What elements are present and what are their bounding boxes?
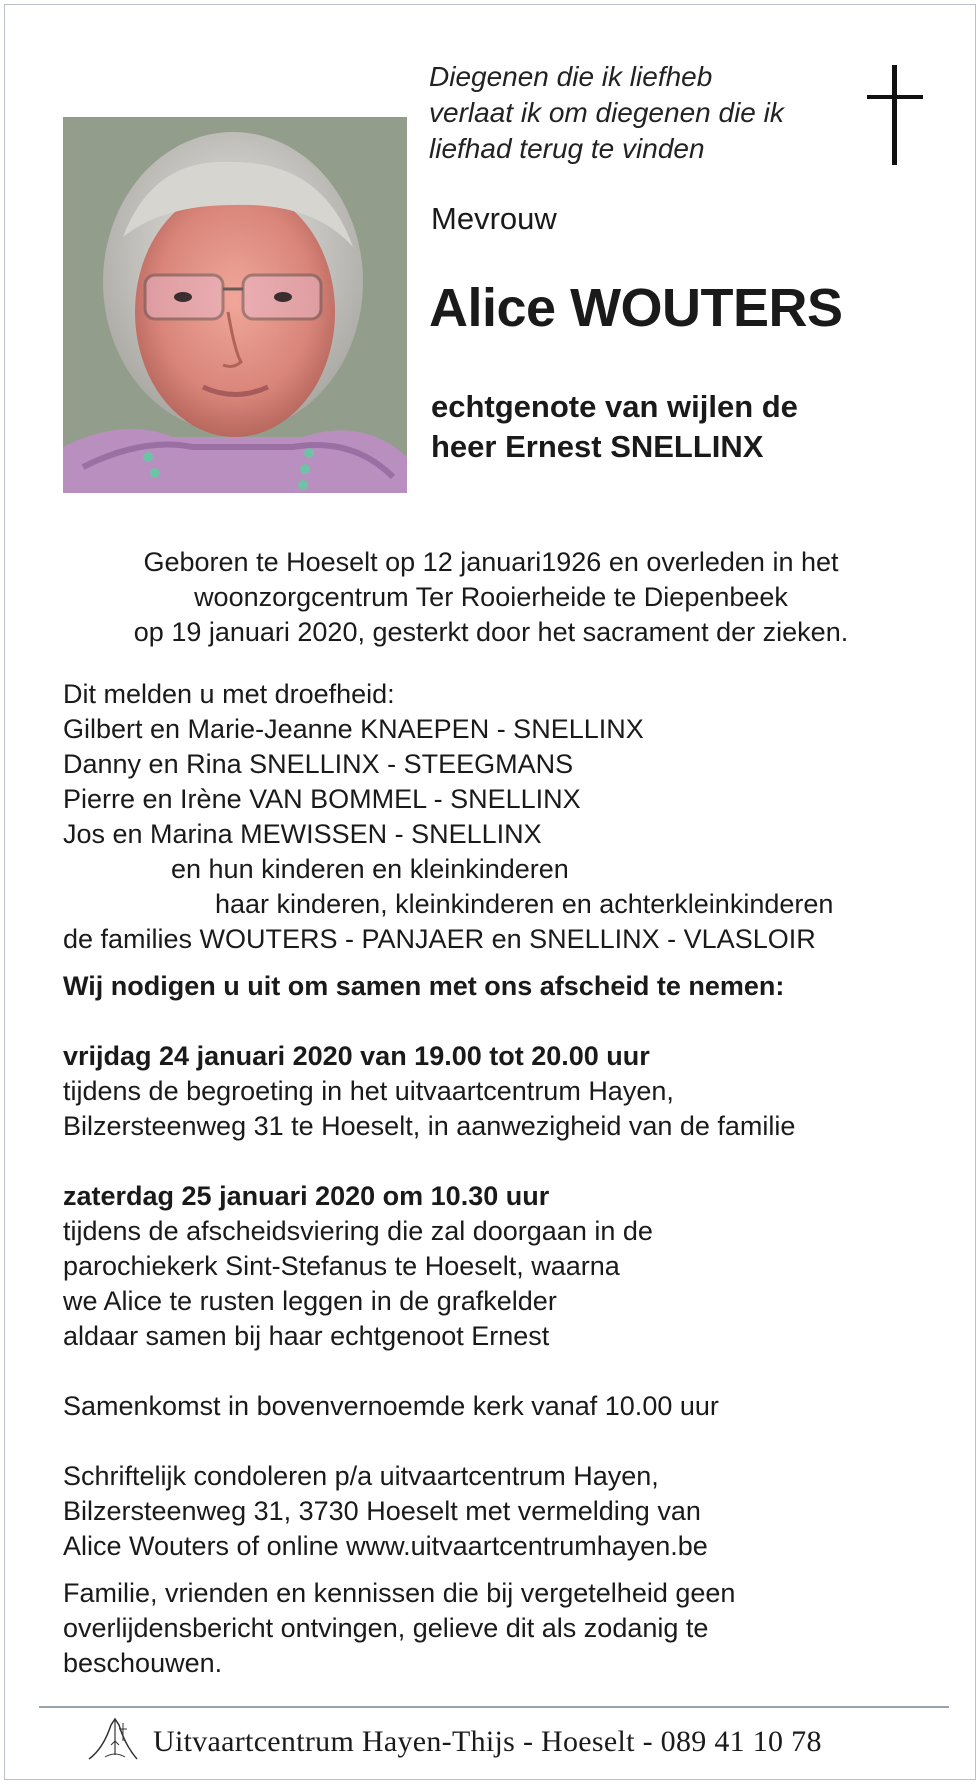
- invitation-line: Wij nodigen u uit om samen met ons afscheid te nemen:: [63, 971, 785, 1001]
- spouse-line: heer Ernest SNELLINX: [431, 429, 764, 464]
- birth-death-line: woonzorgcentrum Ter Rooierheide te Diepenbeek: [194, 582, 788, 612]
- family-couple: Danny en Rina SNELLINX - STEEGMANS: [63, 749, 574, 779]
- funeral-line: tijdens de afscheidsviering die zal doorgaan in de: [63, 1216, 653, 1246]
- grandchildren-line: haar kinderen, kleinkinderen en achterkleinkinderen: [215, 889, 834, 919]
- families-line: de families WOUTERS - PANJAER en SNELLINX - VLASLOIR: [63, 924, 816, 954]
- cross-icon: [867, 65, 923, 165]
- birth-death-line: op 19 januari 2020, gesterkt door het sacrament der zieken.: [133, 617, 849, 647]
- notice-line: beschouwen.: [63, 1648, 223, 1678]
- condolences-line: Alice Wouters of online www.uitvaartcentrumhayen.be: [63, 1531, 708, 1561]
- birth-death-line: Geboren te Hoeselt op 12 januari1926 en overleden in het: [143, 547, 839, 577]
- funeral-line: parochiekerk Sint-Stefanus te Hoeselt, waarna: [63, 1251, 620, 1281]
- family-couple: Pierre en Irène VAN BOMMEL - SNELLINX: [63, 784, 581, 814]
- funeral-home-logo-icon: [85, 1715, 141, 1763]
- visitation-heading: vrijdag 24 januari 2020 van 19.00 tot 20.00 uur: [63, 1041, 650, 1071]
- deceased-name: Alice WOUTERS: [429, 278, 843, 338]
- family-couple: Jos en Marina MEWISSEN - SNELLINX: [63, 819, 542, 849]
- footer-divider: [39, 1706, 949, 1708]
- quote-line: liefhad terug te vinden: [429, 133, 705, 164]
- obituary-body: [63, 677, 943, 1681]
- condolences-line: Schriftelijk condoleren p/a uitvaartcentrum Hayen,: [63, 1461, 659, 1491]
- title-prefix: Mevrouw: [431, 201, 557, 236]
- visitation-line: Bilzersteenweg 31 te Hoeselt, in aanwezigheid van de familie: [63, 1111, 796, 1141]
- funeral-line: aldaar samen bij haar echtgenoot Ernest: [63, 1321, 550, 1351]
- notice-line: Familie, vrienden en kennissen die bij vergetelheid geen: [63, 1578, 736, 1608]
- children-line: en hun kinderen en kleinkinderen: [171, 854, 569, 884]
- visitation-line: tijdens de begroeting in het uitvaartcentrum Hayen,: [63, 1076, 674, 1106]
- funeral-line: we Alice te rusten leggen in de grafkelder: [63, 1286, 557, 1316]
- portrait-photo: [63, 117, 407, 493]
- obituary-page: [4, 4, 976, 1780]
- birth-death-info: [45, 545, 937, 650]
- memorial-quote: [429, 59, 829, 167]
- notice-line: overlijdensbericht ontvingen, gelieve dit als zodanig te: [63, 1613, 709, 1643]
- spouse-line: echtgenote van wijlen de: [431, 389, 798, 424]
- footer-contact: Uitvaartcentrum Hayen-Thijs - Hoeselt - 089 41 10 78: [153, 1725, 822, 1758]
- funeral-heading: zaterdag 25 januari 2020 om 10.30 uur: [63, 1181, 550, 1211]
- spouse-info: [431, 387, 798, 467]
- quote-line: verlaat ik om diegenen die ik: [429, 97, 784, 128]
- gathering-line: Samenkomst in bovenvernoemde kerk vanaf 10.00 uur: [63, 1391, 719, 1421]
- quote-line: Diegenen die ik liefheb: [429, 61, 713, 92]
- condolences-line: Bilzersteenweg 31, 3730 Hoeselt met vermelding van: [63, 1496, 701, 1526]
- family-couple: Gilbert en Marie-Jeanne KNAEPEN - SNELLINX: [63, 714, 644, 744]
- family-intro: Dit melden u met droefheid:: [63, 679, 395, 709]
